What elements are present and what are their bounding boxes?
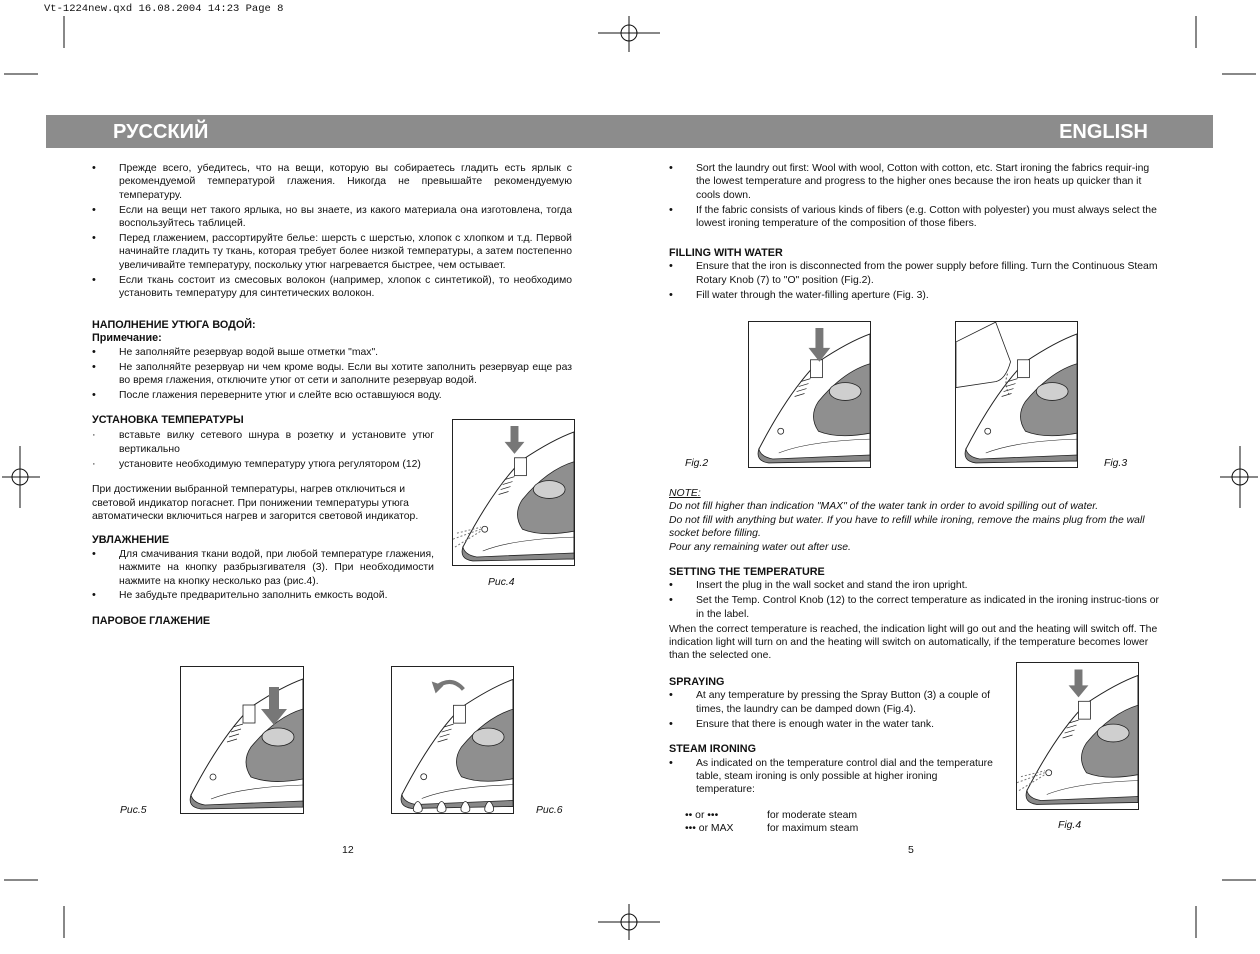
figure-ru-5 [180, 666, 304, 814]
ru-intro-list [92, 162, 572, 302]
list-item: • Insert the plug in the wall socket and stand the iron upright. [669, 579, 1165, 592]
en-temp-section [669, 566, 1165, 663]
section-heading: НАПОЛНЕНИЕ УТЮГА ВОДОЙ: [92, 319, 256, 331]
figure-en-3 [955, 321, 1078, 468]
note-label: NOTE: [669, 488, 701, 499]
en-spray-section [669, 676, 999, 836]
steam-table [685, 809, 858, 836]
list-item: • Не заполняйте резервуар водой выше отметки "max". [92, 346, 572, 359]
en-fill-section [669, 247, 1165, 304]
steam-setting: •• or ••• [685, 809, 719, 821]
page-number-right: 5 [908, 844, 914, 856]
iron-knob-illustration [749, 322, 870, 467]
ru-fill-section [92, 319, 572, 404]
en-note [669, 487, 1165, 554]
page-number-left: 12 [342, 844, 354, 856]
list-item: · вставьте вилку сетевого шнура в розетку и установите утюг вертикально [92, 429, 434, 456]
figure-caption: Fig.3 [1104, 458, 1128, 469]
list-item: • At any temperature by pressing the Spray Button (3) a couple of times, the laundry can be damped down (Fig.4). [669, 689, 999, 716]
table-row [685, 822, 858, 835]
note-line: Do not fill higher than indication "MAX" of the water tank in order to avoid spilling out of water. [669, 501, 1099, 513]
list-item: • Sort the laundry out first: Wool with wool, Cotton with cotton, etc. Start ironing the fabrics requir-ing the lowest temperature and progress to the higher ones because the iron heats up quicker than it cools down. [669, 162, 1165, 202]
note-label: Примечание: [92, 332, 162, 345]
section-heading: ПАРОВОЕ ГЛАЖЕНИЕ [92, 614, 211, 627]
section-heading: SPRAYING [669, 676, 725, 688]
figure-ru-6 [391, 666, 514, 814]
list-item: • Не забудьте предварительно заполнить емкость водой. [92, 589, 434, 602]
note-line: Do not fill with anything but water. If you have to refill while ironing, remove the mains plug from the wall socket before filling. [669, 514, 1145, 540]
iron-spray-illustration [453, 420, 574, 565]
section-heading: STEAM IRONING [669, 743, 756, 756]
list-item: · установите необходимую температуру утюга регулятором (12) [92, 458, 434, 471]
steam-desc: for moderate steam [767, 809, 858, 821]
list-item: • Ensure that the iron is disconnected from the power supply before filling. Turn the Continuous Steam Rotary Knob (7) to "O" position (Fig.2). [669, 260, 1165, 287]
figure-caption: Fig.4 [1058, 820, 1082, 831]
note-line: Pour any remaining water out after use. [669, 541, 851, 553]
ru-temp-section [92, 414, 434, 628]
section-heading: FILLING WITH WATER [669, 247, 783, 259]
steam-setting: ••• or MAX [685, 823, 734, 835]
list-item: • После глажения переверните утюг и слейте всю оставшуюся воду. [92, 389, 572, 402]
header-english: ENGLISH [1059, 121, 1148, 143]
list-item: • Не заполняйте резервуар ни чем кроме воды. Если вы хотите заполнить резервуар еще раз во время глажения, отключите утюг от сети и заполните резервуар водой. [92, 361, 572, 388]
list-item: • If the fabric consists of various kinds of fibers (e.g. Cotton with polyester) you must always select the lowest ironing temperature of the composition of those fibers. [669, 204, 1165, 231]
iron-spray-illustration [1017, 663, 1138, 809]
language-header-bar [46, 115, 1213, 148]
figure-en-4 [1016, 662, 1139, 810]
iron-steam-button-illustration [181, 667, 303, 813]
list-item: • Прежде всего, убедитесь, что на вещи, которую вы собираетесь гладить есть ярлык с рекомендуемой температурой глажения. Никогда не превышайте рекомендуемую температуру. [92, 162, 572, 202]
steam-desc: for maximum steam [767, 823, 859, 835]
figure-en-2 [748, 321, 871, 468]
section-heading: SETTING THE TEMPERATURE [669, 566, 825, 578]
paragraph: When the correct temperature is reached, the indication light will go out and the heating will switch off. The indication light will turn on and the heating will switch on automatically, if the temperature becomes lower than the selected one. [669, 623, 1158, 662]
figure-caption: Рис.5 [120, 805, 147, 816]
header-russian: РУССКИЙ [113, 121, 209, 143]
en-intro-list [669, 162, 1165, 232]
section-heading: УВЛАЖНЕНИЕ [92, 534, 170, 547]
list-item: • Если ткань состоит из смесовых волокон (например, хлопок с синтетикой), то необходимо установить температуру для синтетических волокон. [92, 274, 572, 301]
iron-filling-illustration [956, 322, 1077, 467]
list-item: • Для смачивания ткани водой, при любой температуре глажения, нажмите на кнопку разбрызгивателя (3). При необходимости нажмите на кнопку несколько раз (рис.4). [92, 548, 434, 588]
section-heading: УСТАНОВКА ТЕМПЕРАТУРЫ [92, 414, 244, 426]
figure-caption: Рис.6 [536, 805, 563, 816]
paragraph: При достижении выбранной температуры, нагрев отключиться и световой индикатор погаснет. При понижении температуры утюга автоматически включиться нагрев и загорится световой индикатор. [92, 484, 419, 522]
iron-steam-burst-illustration [392, 667, 513, 813]
print-slug: Vt-1224new.qxd 16.08.2004 14:23 Page 8 [44, 3, 284, 15]
list-item: • Fill water through the water-filling aperture (Fig. 3). [669, 289, 1165, 302]
list-item: • Если на вещи нет такого ярлыка, но вы знаете, из какого материала она изготовлена, тогда воспользуйтесь таблицей. [92, 204, 572, 231]
figure-caption: Fig.2 [685, 458, 709, 469]
list-item: • Ensure that there is enough water in the water tank. [669, 718, 999, 731]
figure-ru-4 [452, 419, 575, 566]
figure-caption: Рис.4 [488, 577, 515, 588]
list-item: • Set the Temp. Control Knob (12) to the correct temperature as indicated in the ironing instruc-tions or in the label. [669, 594, 1165, 621]
list-item: • As indicated on the temperature control dial and the temperature table, steam ironing is only possible at higher ironing temperature: [669, 757, 999, 797]
list-item: • Перед глажением, рассортируйте белье: шерсть с шерстью, хлопок с хлопком и т.д. Первой начинайте гладить ту ткань, которая требует более низкой температуры, а затем постепенно увеличивайте температуру, поскольку утюг нагревается быстрее, чем остывает. [92, 232, 572, 272]
table-row [685, 809, 858, 822]
